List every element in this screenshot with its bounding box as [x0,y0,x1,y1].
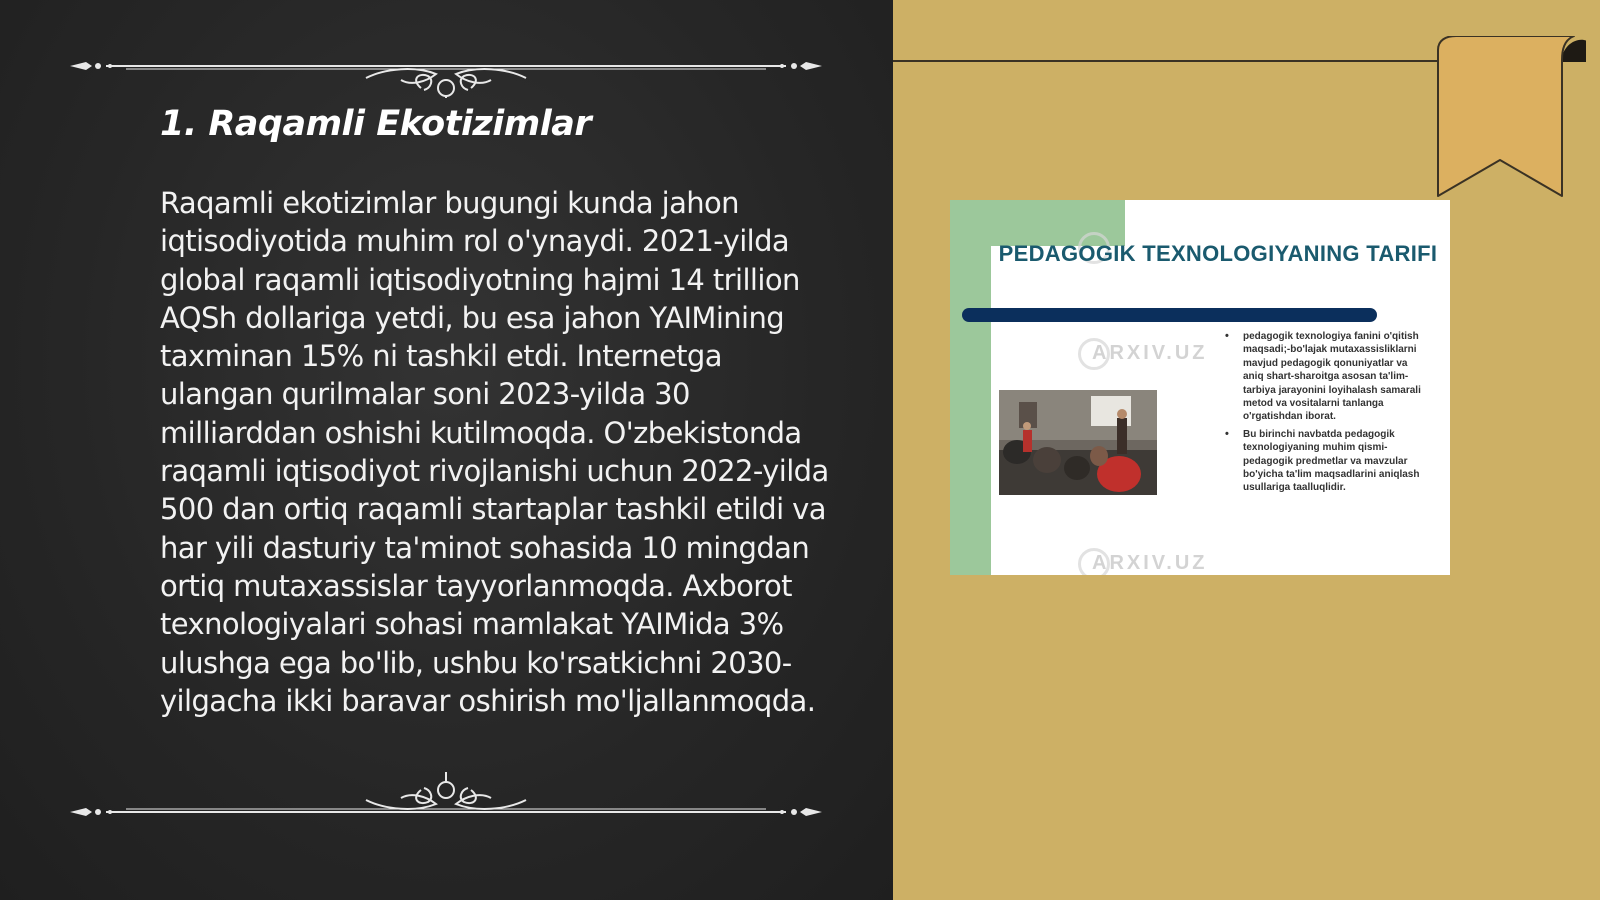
top-ornament-divider [66,38,826,98]
embedded-slide-bullet: • Bu birinchi navbatda pedagogik texnologiyaning muhim qismi-pedagogik predmetlar va mavzular bo'yicha ta'lim maqsadlarini aniqlash usullariga taalluqlidir. [1225,428,1430,495]
embedded-slide-bullets [1225,330,1430,499]
slide-green-border [950,200,991,575]
decorative-line [893,60,1438,62]
watermark-text: ARXIV.UZ [1092,552,1208,574]
bookmark-ribbon-icon [1434,36,1586,200]
embedded-slide-bar [962,308,1377,322]
bottom-ornament-divider [66,770,826,830]
classroom-photo [999,390,1157,495]
embedded-slide-bullet: • pedagogik texnologiya fanini o'qitish maqsadi;-bo'lajak mutaxassisliklarni mavjud pedagogik qonuniyatlar va aniq shart-sharoitga asosan ta'lim-tarbiya jarayonini loyihalash samarali metod va vositalarni tanlanga o'rgatishdan iborat. [1225,330,1430,424]
classroom-photo-illustration [999,390,1157,495]
slide-body-text: Raqamli ekotizimlar bugungi kunda jahon iqtisodiyotida muhim rol o'ynaydi. 2021-yilda global raqamli iqtisodiyotning hajmi 14 trillion AQSh dollariga yetdi, bu esa jahon YAIMining taxminan 15% ni tashkil etdi. Internetga ulangan qurilmalar soni 2023-yilda 30 milliarddan oshishi kutilmoqda. O'zbekistonda raqamli iqtisodiyot rivojlanishi uchun 2022-yilda 500 dan ortiq raqamli startaplar tashkil etildi va har yili dasturiy ta'minot sohasida 10 mingdan ortiq mutaxassislar tayyorlanmoqda. Axborot texnologiyalari sohasi mamlakat YAIMida 3% ulushga ega bo'lib, ushbu ko'rsatkichni 2030-yilgacha ikki baravar oshirish mo'ljallanmoqda. [160,186,829,718]
embedded-slide-image [950,200,1450,575]
watermark-text: ARXIV.UZ [1092,342,1208,364]
slide-title: 1. Raqamli Ekotizimlar [160,104,592,144]
embedded-slide-title: PEDAGOGIK TEXNOLOGIYANING TARIFI [998,241,1438,266]
